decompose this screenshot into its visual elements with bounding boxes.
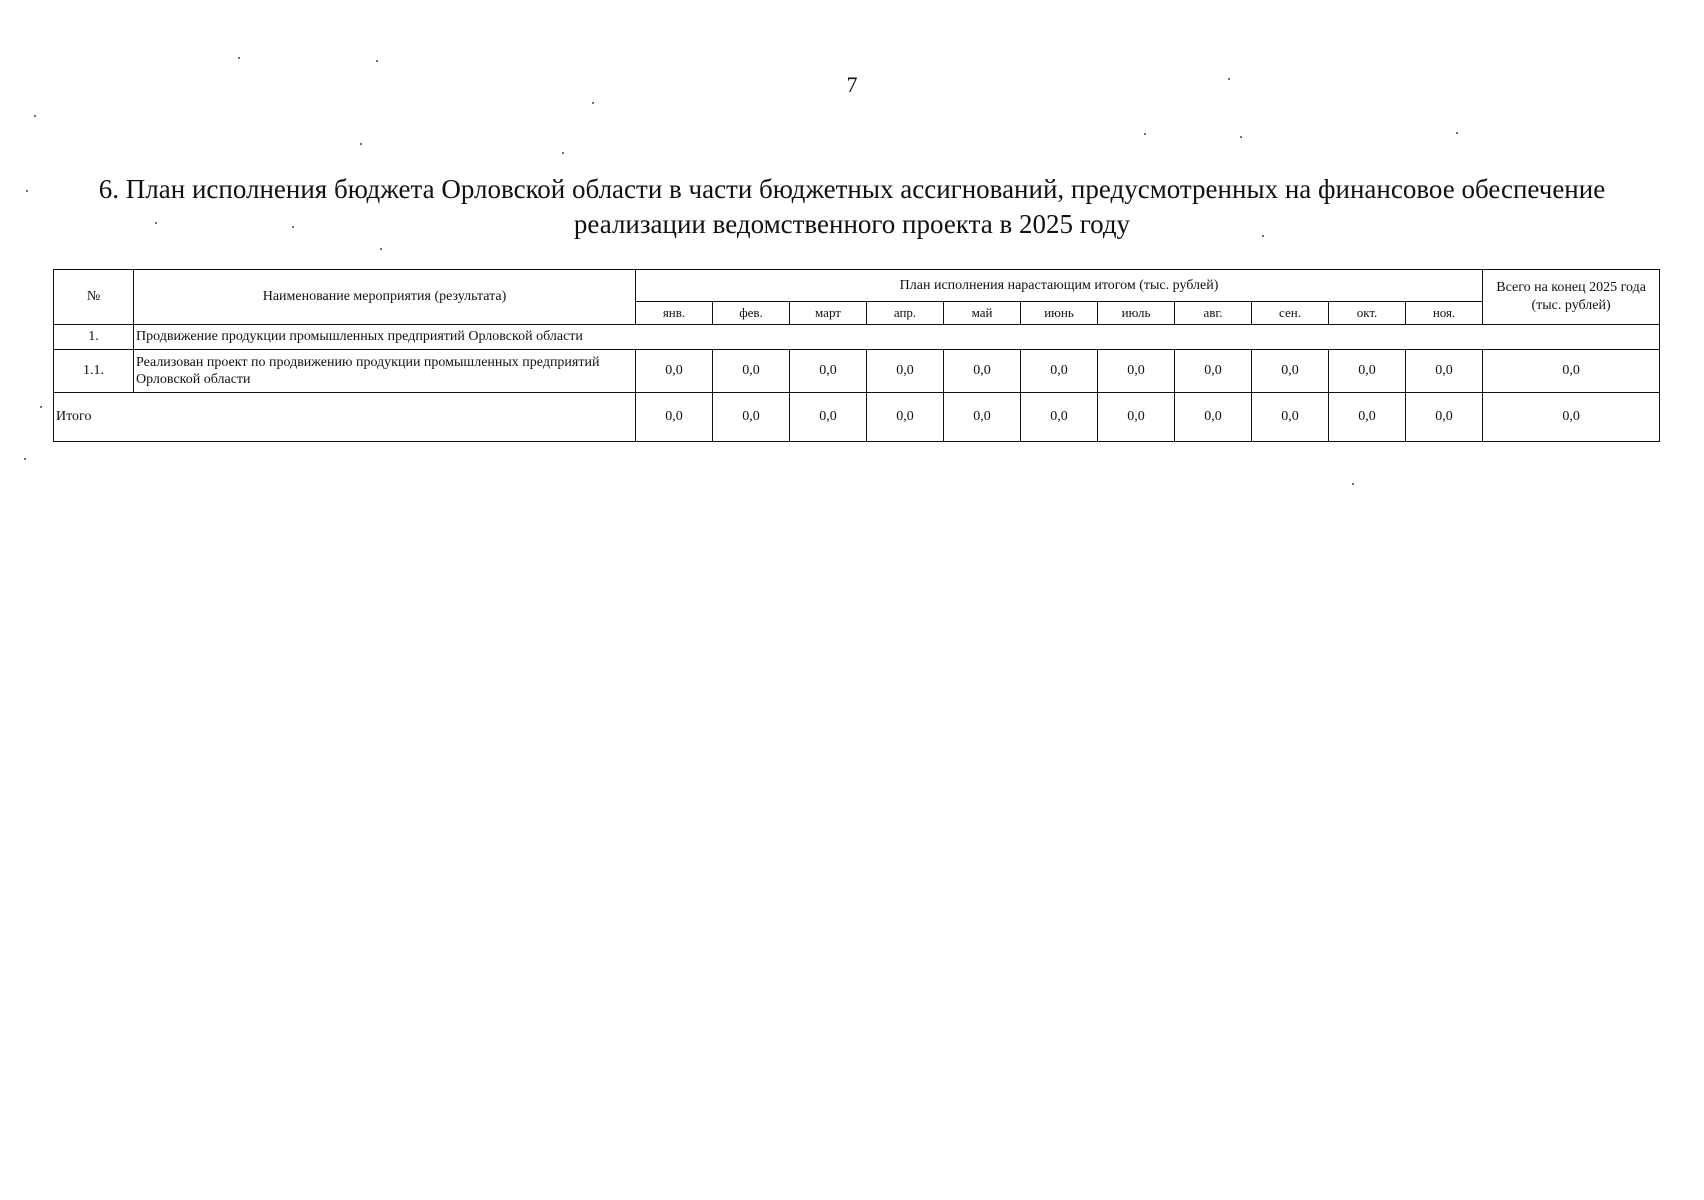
total-value: 0,0 [867, 393, 944, 442]
total-value: 0,0 [713, 393, 790, 442]
total-value: 0,0 [1021, 393, 1098, 442]
total-label: Итого [54, 393, 636, 442]
table-header-row [54, 270, 1660, 302]
item-value: 0,0 [944, 350, 1021, 393]
total-value: 0,0 [1406, 393, 1483, 442]
scan-speck [562, 152, 564, 154]
scan-speck [292, 226, 294, 228]
document-heading [40, 172, 1664, 242]
item-value: 0,0 [1175, 350, 1252, 393]
item-total: 0,0 [1483, 350, 1660, 393]
header-month: фев. [713, 302, 790, 325]
item-name: Реализован проект по продвижению продукции промышленных предприятий Орловской области [134, 350, 636, 393]
item-value: 0,0 [790, 350, 867, 393]
scan-speck [1228, 78, 1230, 80]
item-value: 0,0 [1098, 350, 1175, 393]
header-month: апр. [867, 302, 944, 325]
scan-speck [238, 57, 240, 59]
total-value: 0,0 [1175, 393, 1252, 442]
table-row-total [54, 393, 1660, 442]
header-number: № [54, 270, 134, 325]
scan-speck [592, 102, 594, 104]
total-value: 0,0 [636, 393, 713, 442]
scan-speck [1456, 132, 1458, 134]
page-number: 7 [846, 72, 858, 97]
item-value: 0,0 [1252, 350, 1329, 393]
total-value: 0,0 [1098, 393, 1175, 442]
scan-speck [376, 60, 378, 62]
table-row-section [54, 325, 1660, 350]
scan-speck [1262, 235, 1264, 237]
scan-speck [24, 458, 26, 460]
header-name: Наименование мероприятия (результата) [134, 270, 636, 325]
section-name: Продвижение продукции промышленных предприятий Орловской области [134, 325, 1660, 350]
header-month: июль [1098, 302, 1175, 325]
header-month: март [790, 302, 867, 325]
total-value: 0,0 [1329, 393, 1406, 442]
budget-plan-table [53, 269, 1660, 442]
header-plan: План исполнения нарастающим итогом (тыс. рублей) [636, 270, 1483, 302]
total-value: 0,0 [1252, 393, 1329, 442]
section-number: 1. [54, 325, 134, 350]
scan-speck [40, 406, 42, 408]
header-month: май [944, 302, 1021, 325]
scan-speck [360, 143, 362, 145]
total-grand: 0,0 [1483, 393, 1660, 442]
heading-line-2: реализации ведомственного проекта в 2025 году [573, 209, 1131, 239]
scan-speck [26, 190, 28, 192]
heading-line-1: 6. План исполнения бюджета Орловской области в части бюджетных ассигнований, предусмотренных на финансовое обеспечение [98, 174, 1606, 204]
table-row-item [54, 350, 1660, 393]
scan-speck [1352, 483, 1354, 485]
scan-speck [34, 115, 36, 117]
header-month: сен. [1252, 302, 1329, 325]
scan-speck [380, 248, 382, 250]
header-total: Всего на конец 2025 года (тыс. рублей) [1483, 270, 1660, 325]
total-value: 0,0 [790, 393, 867, 442]
scan-speck [1240, 136, 1242, 138]
item-value: 0,0 [1021, 350, 1098, 393]
scan-speck [155, 222, 157, 224]
item-value: 0,0 [867, 350, 944, 393]
header-month: июнь [1021, 302, 1098, 325]
header-month: авг. [1175, 302, 1252, 325]
item-value: 0,0 [636, 350, 713, 393]
header-month: ноя. [1406, 302, 1483, 325]
header-month: янв. [636, 302, 713, 325]
scan-speck [1144, 133, 1146, 135]
item-value: 0,0 [1329, 350, 1406, 393]
header-month: окт. [1329, 302, 1406, 325]
item-value: 0,0 [713, 350, 790, 393]
item-value: 0,0 [1406, 350, 1483, 393]
item-number: 1.1. [54, 350, 134, 393]
total-value: 0,0 [944, 393, 1021, 442]
